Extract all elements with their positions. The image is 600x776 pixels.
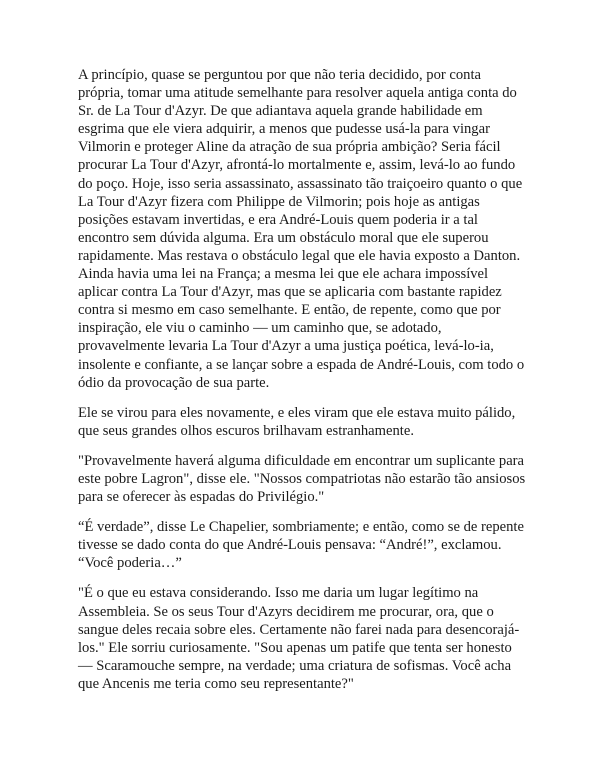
paragraph-3: "Provavelmente haverá alguma dificuldade em encontrar um suplicante para este pobre Lagron", disse ele. "Nossos compatriotas não estarão tão ansiosos para se oferecer às espadas do Privilégio." (78, 452, 526, 506)
paragraph-4: “É verdade”, disse Le Chapelier, sombriamente; e então, como se de repente tivesse se dado conta do que André-Louis pensava: “André!”, exclamou. “Você poderia…” (78, 519, 524, 572)
paragraph-1: A princípio, quase se perguntou por que não teria decidido, por conta própria, tomar uma atitude semelhante para resolver aquela antiga conta do Sr. de La Tour d'Azyr. De que adiantava aquela grande habilidade em esgrima que ele viera adquirir, a menos que pudesse usá-la para vingar Vilmorin e proteger Aline da atração de sua própria ambição? Seria fácil procurar La Tour d'Azyr, afrontá-lo mortalmente e, assim, levá-lo ao fundo do poço. Hoje, isso seria assassinato, assassinato tão traiçoeiro quanto o que La Tour d'Azyr fizera com Philippe de Vilmorin; pois hoje as antigas posições estavam invertidas, e era André-Louis quem poderia ir a tal encontro sem dúvida alguma. Era um obstáculo moral que ele superou rapidamente. Mas restava o obstáculo legal que ele havia exposto a Danton. Ainda havia uma lei na França; a mesma lei que ele achara impossível aplicar contra La Tour d'Azyr, mas que se aplicaria com bastante rapidez contra si mesmo em caso semelhante. E então, de repente, como que por inspiração, ele viu o caminho — um caminho que, se adotado, provavelmente levaria La Tour d'Azyr a uma justiça poética, levá-lo-ia, insolente e confiante, a se lançar sobre a espada de André-Louis, com todo o ódio da provocação de sua parte. (78, 67, 525, 391)
document-page (78, 66, 530, 705)
paragraph-5: "É o que eu estava considerando. Isso me daria um lugar legítimo na Assembleia. Se os seus Tour d'Azyrs decidirem me procurar, ora, que o sangue deles recaia sobre eles. Certamente não farei nada para desencorajá-los." Ele sorriu curiosamente. "Sou apenas um patife que tenta ser honesto — Scaramouche sempre, na verdade; uma criatura de sofismas. Você acha que Ancenis me teria como seu representante?" (78, 585, 520, 692)
paragraph-2: Ele se virou para eles novamente, e eles viram que ele estava muito pálido, que seus grandes olhos escuros brilhavam estranhamente. (78, 404, 516, 439)
